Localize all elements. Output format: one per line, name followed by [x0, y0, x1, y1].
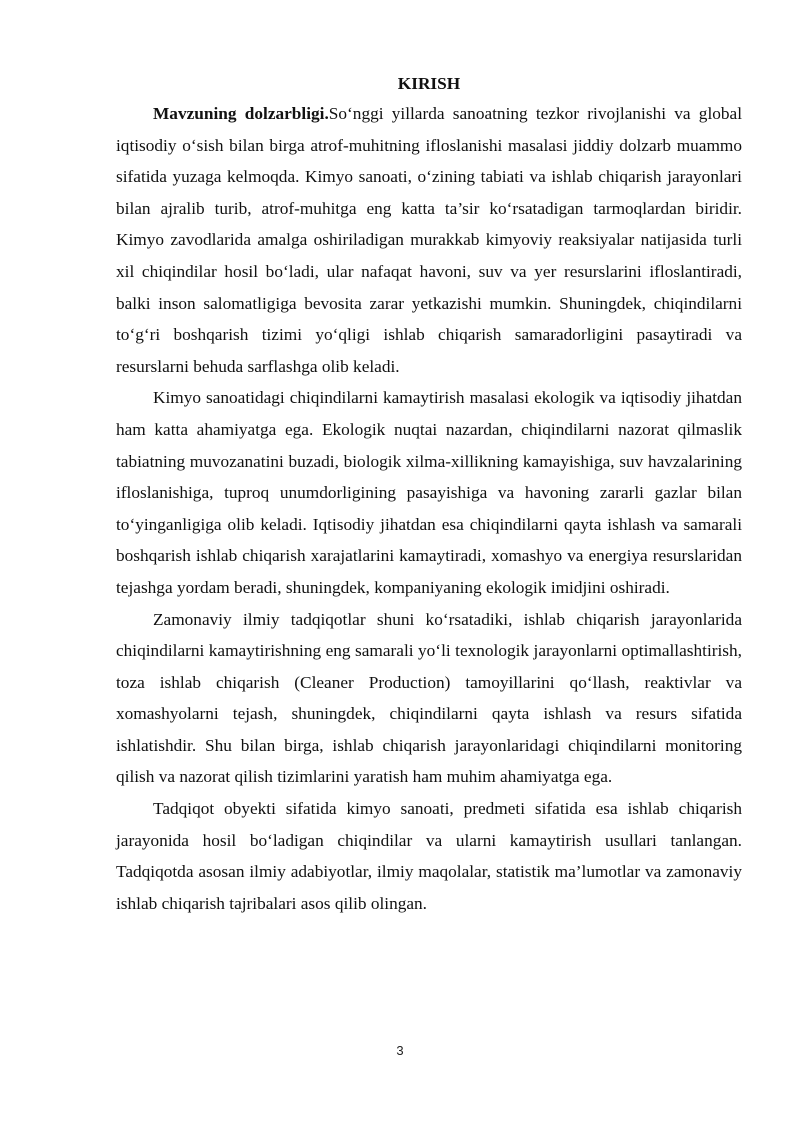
paragraph-research-object: Tadqiqot obyekti sifatida kimyo sanoati, predmeti sifatida esa ishlab chiqarish jarayonida hosil bo‘ladigan chiqindilar va ularni kamaytirish usullari tanlangan. Tadqiqotda asosan ilmiy adabiyotlar, ilmiy maqolalar, statistik ma’lumotlar va zamonaviy ishlab chiqarish tajribalari asos qilib olingan. [116, 799, 742, 913]
paragraph-modern-research: Zamonaviy ilmiy tadqiqotlar shuni ko‘rsatadiki, ishlab chiqarish jarayonlarida chiqindilarni kamaytirishning eng samarali yo‘li texnologik jarayonlarni optimallashtirish, toza ishlab chiqarish (Cleaner Production) tamoyillarini qo‘llash, reaktivlar va xomashyolarni tejash, shuningdek, chiqindilarni qayta ishlash va resurs sifatida ishlatishdir. Shu bilan birga, ishlab chiqarish jarayonlaridagi chiqindilarni monitoring qilish va nazorat qilish tizimlarini yaratish ham muhim ahamiyatga ega. [116, 609, 742, 787]
paragraph-lead: Mavzuning dolzarbligi. [153, 104, 329, 123]
paragraph-text: So‘nggi yillarda sanoatning tezkor rivojlanishi va global iqtisodiy o‘sish bilan birga atrof-muhitning ifloslanishi masalasi jiddiy dolzarb muammo sifatida yuzaga kelmoqda. Kimyo sanoati, o‘zining tabiati va ishlab chiqarish jarayonlari bilan ajralib turib, atrof-muhitga eng katta ta’sir ko‘rsatadigan tarmoqlardan biridir. Kimyo zavodlarida amalga oshiriladigan murakkab kimyoviy reaksiyalar natijasida turli xil chiqindilar hosil bo‘ladi, ular nafaqat havoni, suv va yer resurslarini ifloslantiradi, balki inson salomatligiga bevosita zarar yetkazishi mumkin. Shuningdek, chiqindilarni to‘g‘ri boshqarish tizimi yo‘qligi ishlab chiqarish samaradorligini pasaytiradi va resurslarni behuda sarflashga olib keladi. [116, 104, 742, 376]
section-heading: KIRISH [397, 74, 461, 93]
paragraph-relevance [116, 98, 742, 382]
document-page [116, 70, 742, 919]
paragraph-waste-reduction: Kimyo sanoatidagi chiqindilarni kamaytirish masalasi ekologik va iqtisodiy jihatdan ham katta ahamiyatga ega. Ekologik nuqtai nazardan, chiqindilarni nazorat qilmaslik tabiatning muvozanatini buzadi, biologik xilma-xillikning kamayishiga, suv havzalarining ifloslanishiga, tuproq unumdorligining pasayishiga va havoning zararli gazlar bilan to‘yinganligiga olib keladi. Iqtisodiy jihatdan esa chiqindilarni qayta ishlash va samarali boshqarish ishlab chiqarish xarajatlarini kamaytiradi, xomashyo va energiya resurslaridan tejashga yordam beradi, shuningdek, kompaniyaning ekologik imidjini oshiradi. [116, 388, 742, 597]
page-number: 3 [396, 1043, 404, 1058]
